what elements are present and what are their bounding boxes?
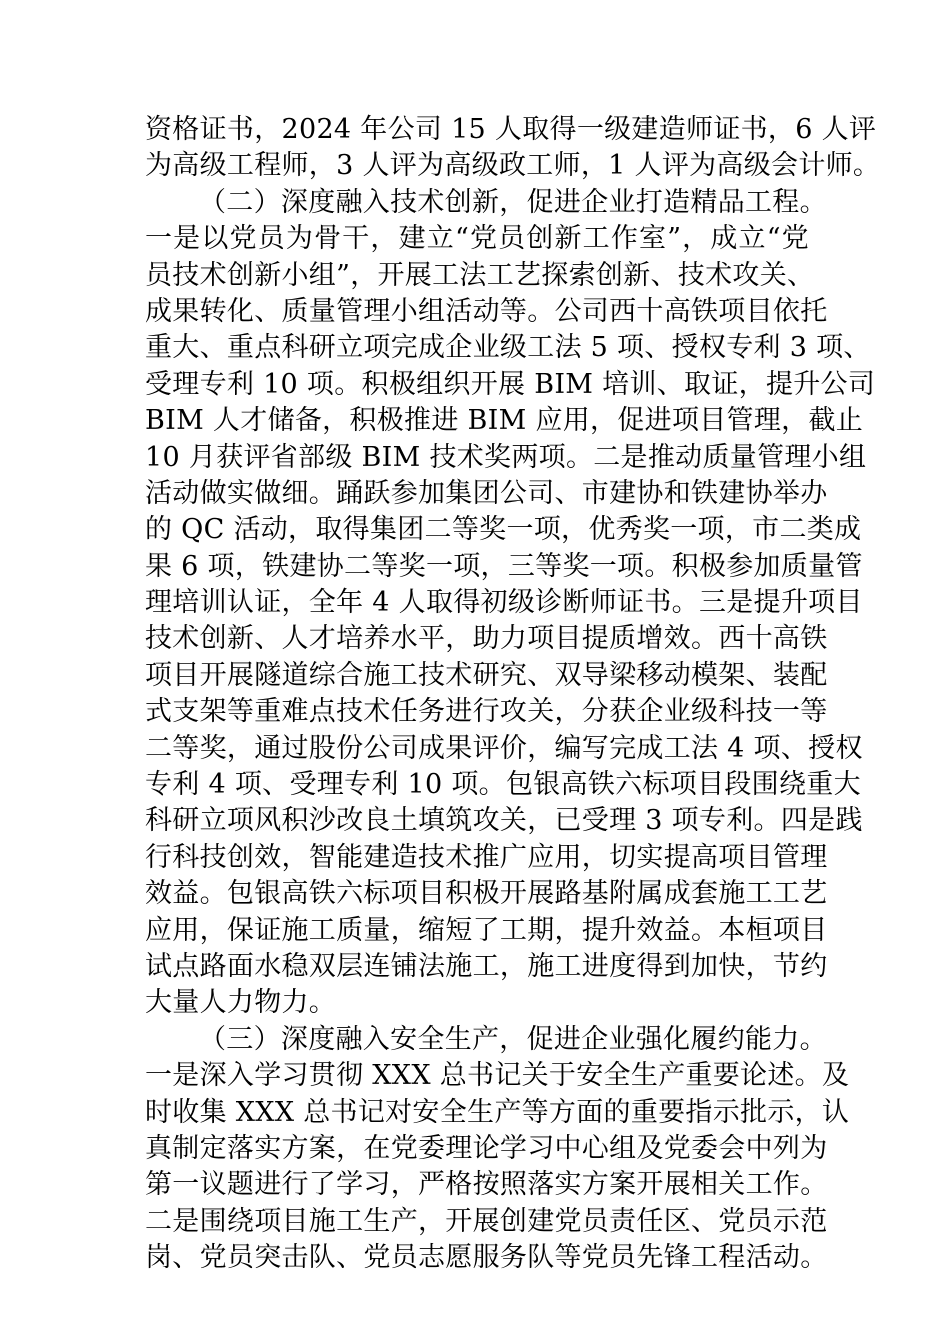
text-line: 员技术创新小组”，开展工法工艺探索创新、技术攻关、 xyxy=(145,259,815,291)
text-line: 式支架等重难点技术任务进行攻关，分获企业级科技一等 xyxy=(145,696,828,728)
text-line: 行科技创效，智能建造技术推广应用，切实提高项目管理 xyxy=(145,841,828,873)
text-line: 为高级工程师，3 人评为高级政工师，1 人评为高级会计师。 xyxy=(145,150,881,182)
text-line: 真制定落实方案，在党委理论学习中心组及党委会中列为 xyxy=(145,1132,828,1164)
text-line: 第一议题进行了学习，严格按照落实方案开展相关工作。 xyxy=(145,1169,828,1201)
text-line: 专利 4 项、受理专利 10 项。包银高铁六标项目段围绕重大 xyxy=(145,769,861,801)
section-heading: （三）深度融入安全生产，促进企业强化履约能力。 xyxy=(199,1023,827,1055)
text-line: 技术创新、人才培养水平，助力项目提质增效。西十高铁 xyxy=(145,623,828,655)
text-line: 科研立项风积沙改良土填筑攻关，已受理 3 项专利。四是践 xyxy=(145,805,863,837)
text-line: 二是围绕项目施工生产，开展创建党员责任区、党员示范 xyxy=(145,1205,828,1237)
text-line: 二等奖，通过股份公司成果评价，编写完成工法 4 项、授权 xyxy=(145,732,863,764)
text-line: 一是以党员为骨干，建立“党员创新工作室”，成立“党 xyxy=(145,223,809,255)
text-line: 活动做实做细。踊跃参加集团公司、市建协和铁建协举办 xyxy=(145,477,828,509)
text-line: 受理专利 10 项。积极组织开展 BIM 培训、取证，提升公司 xyxy=(145,368,876,400)
text-line: 的 QC 活动，取得集团二等奖一项，优秀奖一项，市二类成 xyxy=(145,514,862,546)
document-body xyxy=(145,112,881,1277)
text-line: 10 月获评省部级 BIM 技术奖两项。二是推动质量管理小组 xyxy=(145,441,867,473)
text-line: 项目开展隧道综合施工技术研究、双导梁移动模架、装配 xyxy=(145,659,828,691)
text-line: 成果转化、质量管理小组活动等。公司西十高铁项目依托 xyxy=(145,295,828,327)
text-line: 岗、党员突击队、党员志愿服务队等党员先锋工程活动。 xyxy=(145,1242,828,1274)
text-line: BIM 人才储备，积极推进 BIM 应用，促进项目管理，截止 xyxy=(145,405,864,437)
section-heading: （二）深度融入技术创新，促进企业打造精品工程。 xyxy=(199,186,827,218)
text-line: 时收集 XXX 总书记对安全生产等方面的重要指示批示，认 xyxy=(145,1096,850,1128)
text-line: 资格证书，2024 年公司 15 人取得一级建造师证书，6 人评 xyxy=(145,114,877,145)
text-line: 重大、重点科研立项完成企业级工法 5 项、授权专利 3 项、 xyxy=(145,332,871,364)
text-line: 应用，保证施工质量，缩短了工期，提升效益。本桓项目 xyxy=(145,914,828,946)
text-line: 一是深入学习贯彻 XXX 总书记关于安全生产重要论述。及 xyxy=(145,1060,850,1092)
text-line: 效益。包银高铁六标项目积极开展路基附属成套施工工艺 xyxy=(145,878,828,910)
text-line: 果 6 项，铁建协二等奖一项，三等奖一项。积极参加质量管 xyxy=(145,550,863,582)
text-line: 试点路面水稳双层连铺法施工，施工进度得到加快，节约 xyxy=(145,950,828,982)
text-line: 大量人力物力。 xyxy=(145,987,337,1019)
text-line: 理培训认证，全年 4 人取得初级诊断师证书。三是提升项目 xyxy=(145,587,863,619)
